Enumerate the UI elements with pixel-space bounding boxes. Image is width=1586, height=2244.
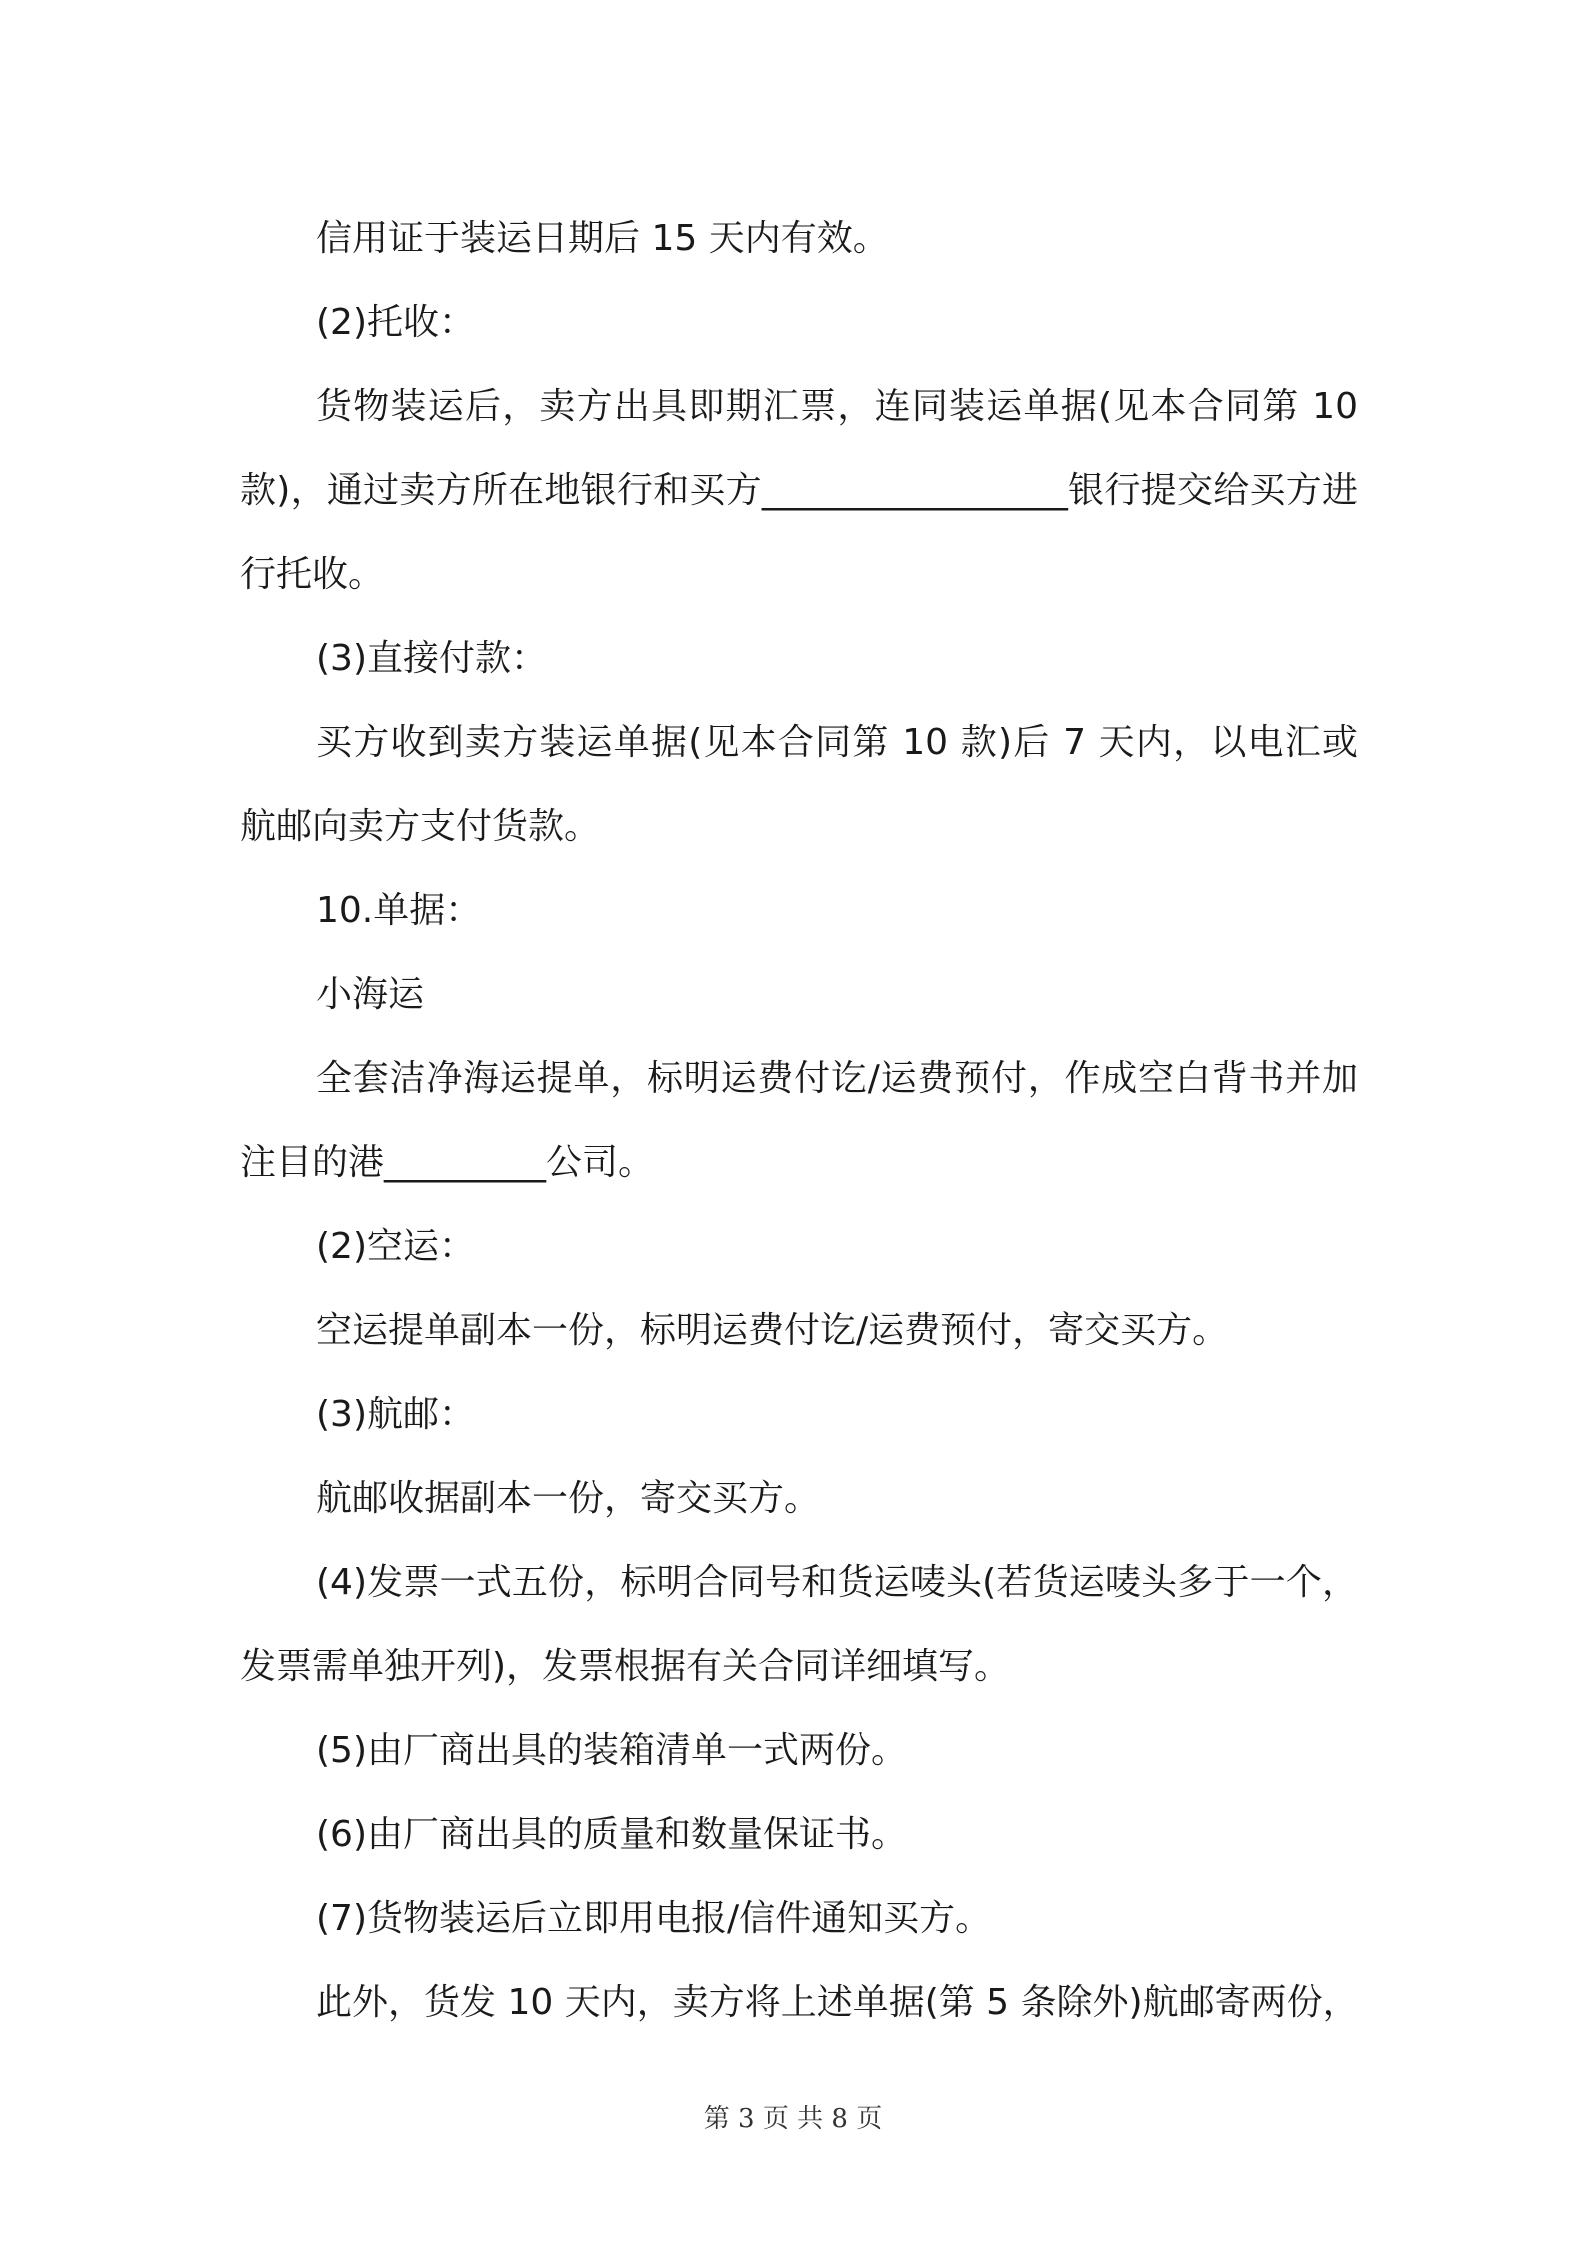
document-body [240, 197, 1358, 2045]
paragraph-packing-list: (5)由厂商出具的装箱清单一式两份。 [316, 1730, 907, 1771]
paragraph-collection-body: 货物装运后，卖方出具即期汇票，连同装运单据(见本合同第 10 款)，通过卖方所在地银行和买方_________________银行提交给买方进行托收。 [240, 386, 1358, 595]
paragraph-airmail-heading: (3)航邮： [316, 1394, 475, 1435]
page-number-footer: 第 3 页 共 8 页 [703, 2104, 883, 2134]
paragraph-ocean-bill-of-lading: 全套洁净海运提单，标明运费付讫/运费预付，作成空白背书并加注目的港_________公司。 [240, 1058, 1358, 1183]
paragraph-invoice: (4)发票一式五份，标明合同号和货运唛头(若货运唛头多于一个，发票需单独开列)，发票根据有关合同详细填写。 [240, 1562, 1358, 1687]
paragraph-shipment-notice: (7)货物装运后立即用电报/信件通知买方。 [316, 1898, 992, 1939]
paragraph-air-waybill: 空运提单副本一份，标明运费付讫/运费预付，寄交买方。 [316, 1310, 1229, 1351]
paragraph-direct-payment-body: 买方收到卖方装运单据(见本合同第 10 款)后 7 天内，以电汇或航邮向卖方支付货款。 [240, 722, 1358, 847]
paragraph-additional-airmail: 此外，货发 10 天内，卖方将上述单据(第 5 条除外)航邮寄两份， [316, 1982, 1359, 2023]
paragraph-lc-validity: 信用证于装运日期后 15 天内有效。 [316, 218, 889, 259]
paragraph-direct-payment-heading: (3)直接付款： [316, 638, 547, 679]
paragraph-quality-certificate: (6)由厂商出具的质量和数量保证书。 [316, 1814, 907, 1855]
paragraph-airmail-receipt: 航邮收据副本一份，寄交买方。 [316, 1478, 821, 1519]
section-heading-documents: 10.单据： [316, 890, 482, 931]
paragraph-air-heading: (2)空运： [316, 1226, 475, 1267]
paragraph-ocean-shipping-heading: 小海运 [316, 974, 425, 1015]
paragraph-collection-heading: (2)托收： [316, 302, 475, 343]
